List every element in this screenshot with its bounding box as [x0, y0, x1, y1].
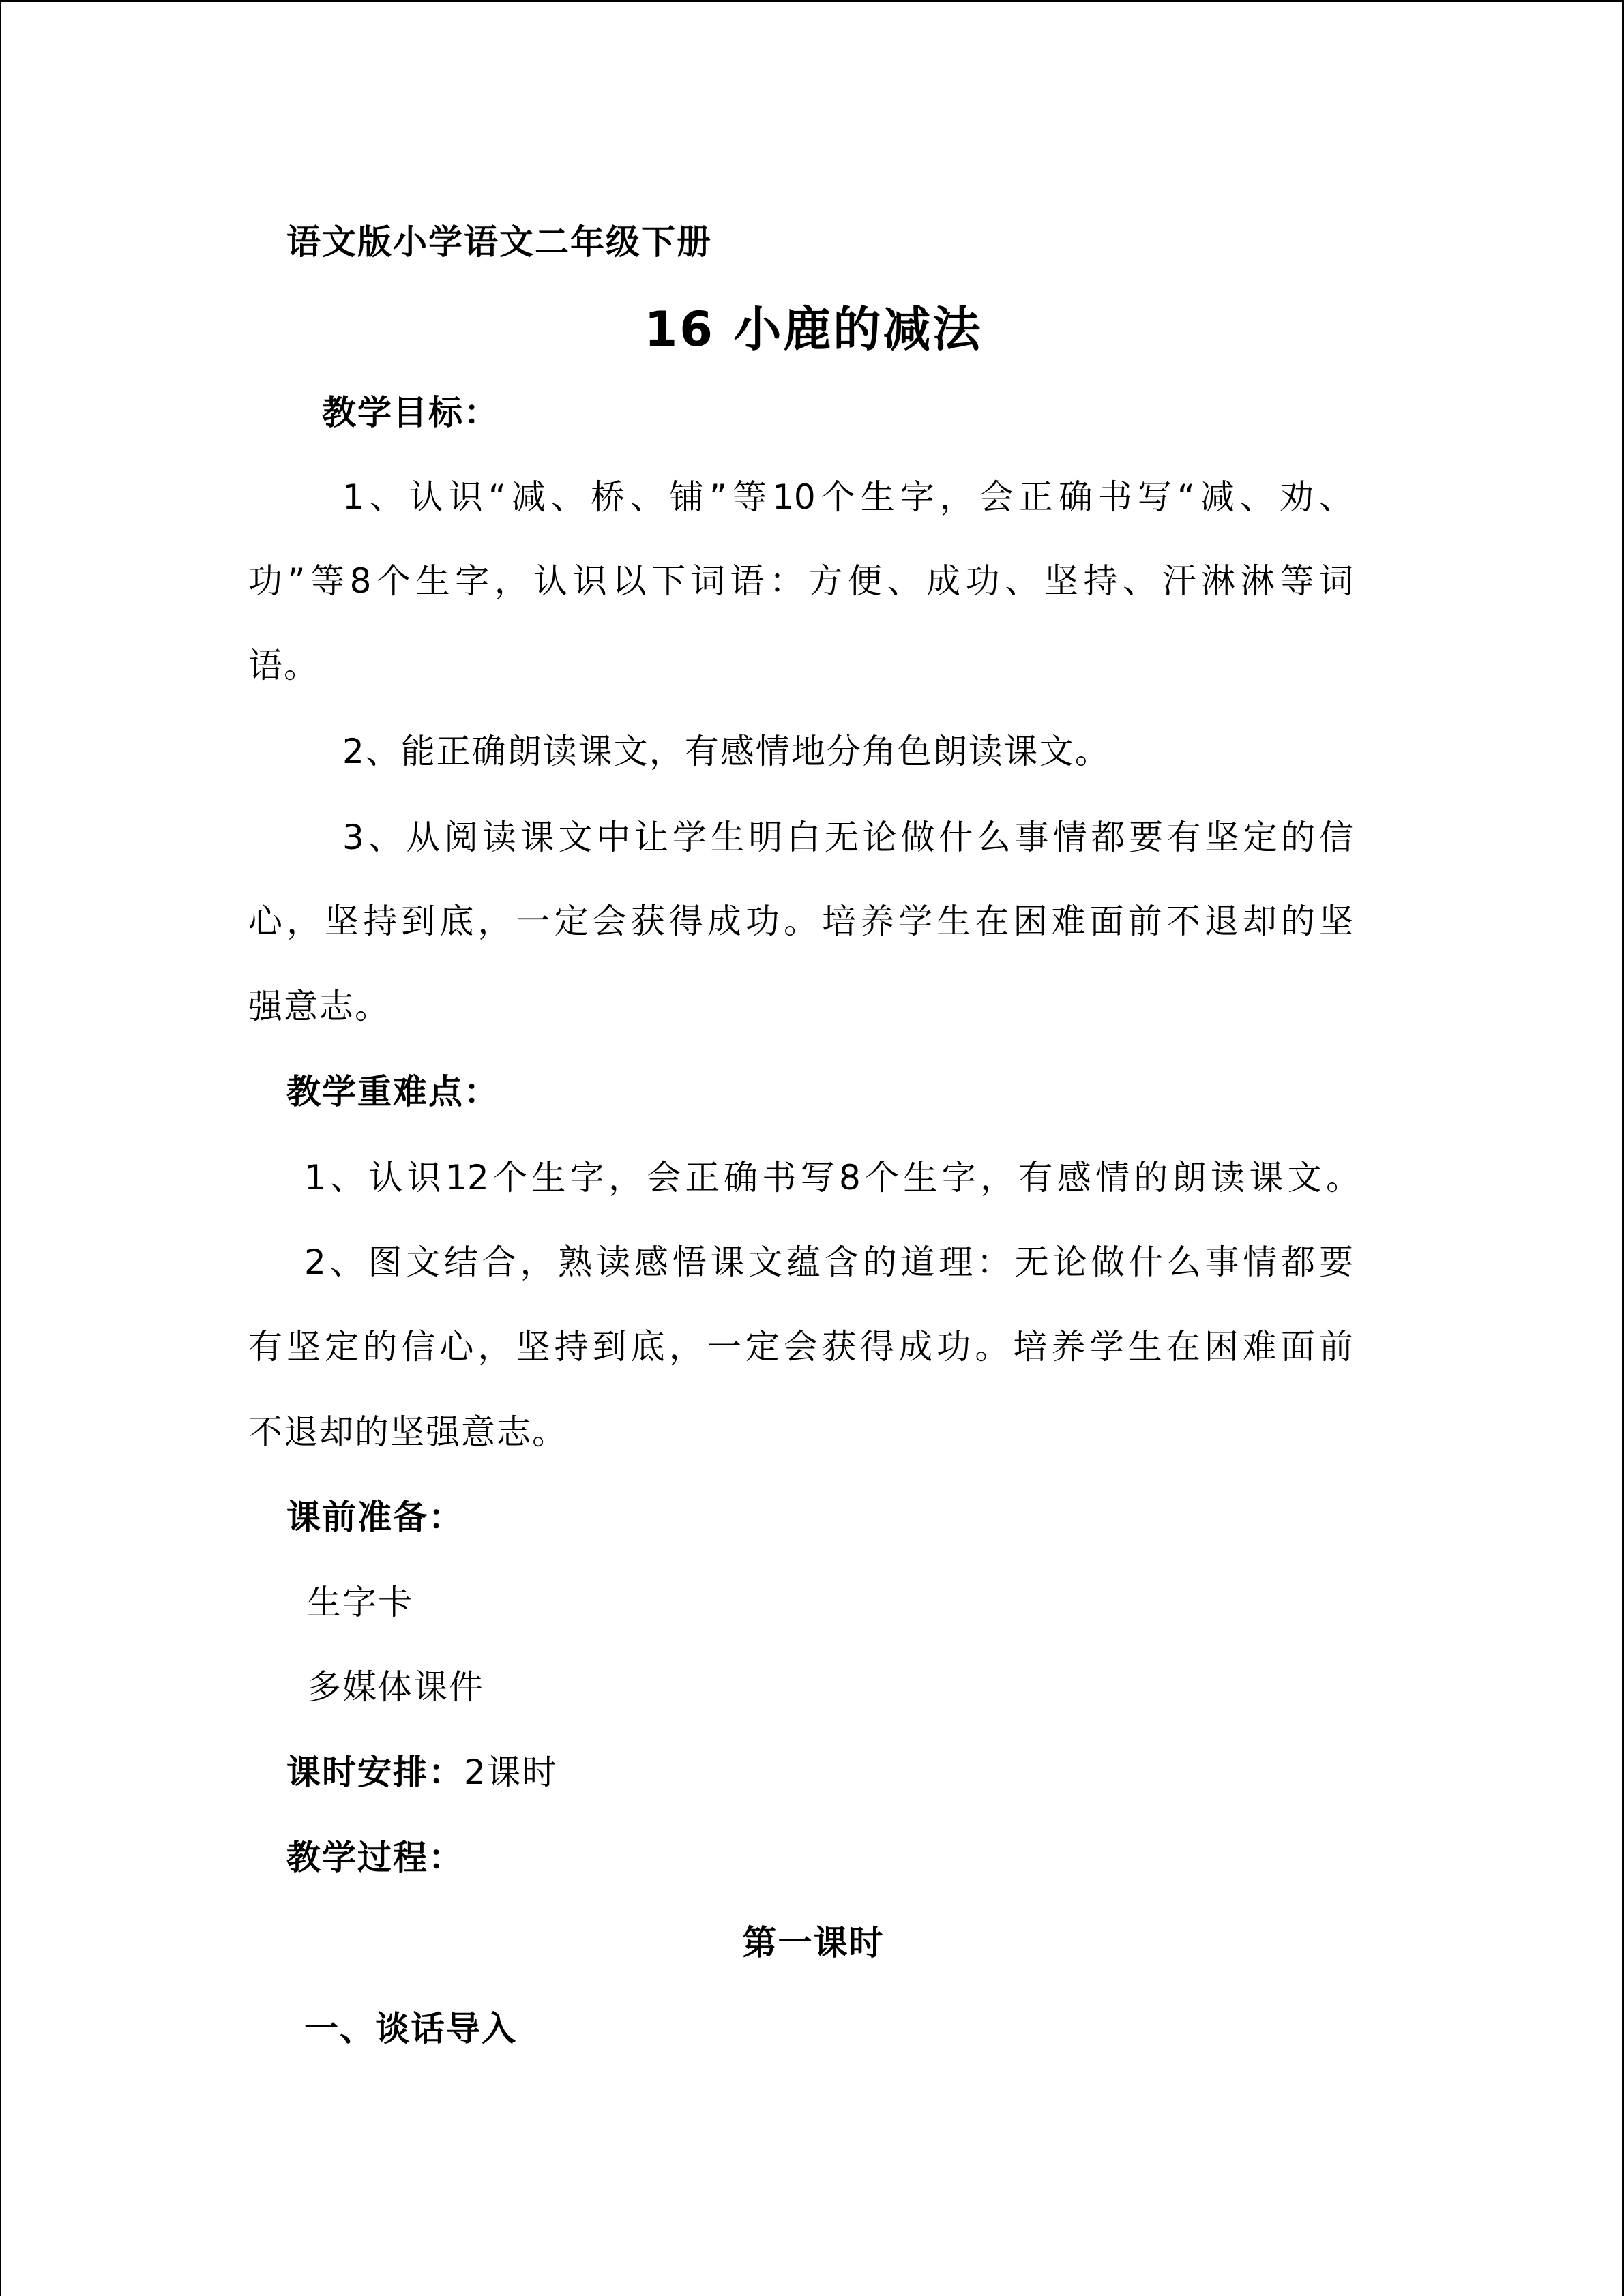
key-point-1-line-1: 1、认识12个生字，会正确书写8个生字，有感情的朗读课文。	[304, 1158, 1360, 1197]
document-header: 语文版小学语文二年级下册	[286, 222, 712, 262]
schedule-line	[286, 1752, 558, 1793]
objective-1-line-1: 1、认识“减、桥、铺”等10个生字，会正确书写“减、劝、	[342, 477, 1353, 517]
objective-3-line-2: 心，坚持到底，一定会获得成功。培养学生在困难面前不退却的坚	[248, 901, 1353, 941]
lesson-title: 16 小鹿的减法	[644, 301, 983, 357]
process-heading: 教学过程：	[286, 1838, 464, 1877]
lesson-heading: 第一课时	[742, 1923, 885, 1963]
objective-1-line-3: 语。	[248, 646, 319, 685]
key-point-2-line-2: 有坚定的信心，坚持到底，一定会获得成功。培养学生在困难面前	[248, 1327, 1353, 1367]
preparation-item: 生字卡	[307, 1583, 413, 1622]
section-1-heading: 一、谈话导入	[304, 2009, 517, 2048]
objective-1-line-2: 功”等8个生字，认识以下词语：方便、成功、坚持、汗淋淋等词	[248, 561, 1353, 601]
schedule-label: 课时安排：	[286, 1753, 464, 1792]
objective-2-line-1: 2、能正确朗读课文，有感情地分角色朗读课文。	[342, 732, 1110, 771]
schedule-value: 2课时	[464, 1753, 558, 1792]
preparation-heading: 课前准备：	[286, 1497, 464, 1537]
preparation-item: 多媒体课件	[307, 1667, 484, 1707]
objective-3-line-1: 3、从阅读课文中让学生明白无论做什么事情都要有坚定的信	[342, 818, 1353, 857]
objectives-heading: 教学目标：	[322, 393, 499, 432]
objective-3-line-3: 强意志。	[248, 987, 390, 1026]
key-points-heading: 教学重难点：	[286, 1072, 499, 1112]
key-point-2-line-1: 2、图文结合，熟读感悟课文蕴含的道理：无论做什么事情都要	[304, 1242, 1353, 1282]
key-point-2-line-3: 不退却的坚强意志。	[248, 1412, 567, 1452]
